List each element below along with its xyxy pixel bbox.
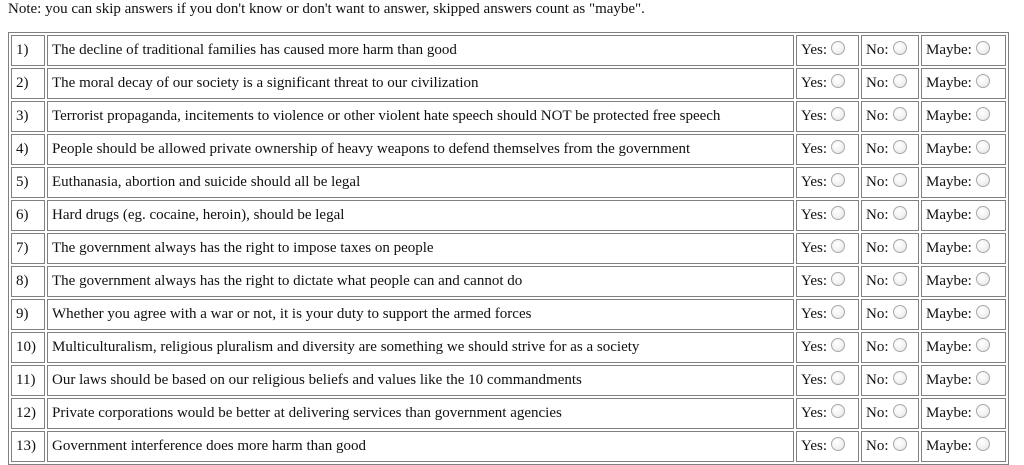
maybe-radio[interactable] <box>976 338 990 352</box>
maybe-cell <box>921 233 1006 264</box>
maybe-radio[interactable] <box>976 305 990 319</box>
question-statement: The moral decay of our society is a significant threat to our civilization <box>47 68 794 99</box>
question-row <box>11 35 1006 66</box>
yes-label: Yes: <box>801 339 827 355</box>
questionnaire-table <box>8 32 1009 465</box>
yes-label: Yes: <box>801 207 827 223</box>
yes-radio[interactable] <box>831 371 845 385</box>
question-statement: Government interference does more harm than good <box>47 431 794 462</box>
question-statement: Hard drugs (eg. cocaine, heroin), should be legal <box>47 200 794 231</box>
maybe-radio[interactable] <box>976 140 990 154</box>
no-cell <box>861 68 919 99</box>
question-number: 12) <box>11 398 45 429</box>
maybe-cell <box>921 200 1006 231</box>
no-label: No: <box>866 405 889 421</box>
yes-radio[interactable] <box>831 338 845 352</box>
yes-label: Yes: <box>801 42 827 58</box>
yes-label: Yes: <box>801 273 827 289</box>
maybe-radio[interactable] <box>976 272 990 286</box>
no-radio[interactable] <box>893 338 907 352</box>
yes-radio[interactable] <box>831 437 845 451</box>
no-label: No: <box>866 75 889 91</box>
yes-radio[interactable] <box>831 107 845 121</box>
yes-radio[interactable] <box>831 305 845 319</box>
question-row <box>11 101 1006 132</box>
yes-cell <box>796 332 859 363</box>
maybe-radio[interactable] <box>976 437 990 451</box>
no-cell <box>861 101 919 132</box>
maybe-cell <box>921 299 1006 330</box>
no-radio[interactable] <box>893 173 907 187</box>
yes-radio[interactable] <box>831 140 845 154</box>
question-number: 3) <box>11 101 45 132</box>
maybe-cell <box>921 431 1006 462</box>
question-number: 7) <box>11 233 45 264</box>
question-row <box>11 134 1006 165</box>
maybe-cell <box>921 68 1006 99</box>
no-label: No: <box>866 273 889 289</box>
no-cell <box>861 398 919 429</box>
maybe-radio[interactable] <box>976 173 990 187</box>
question-number: 1) <box>11 35 45 66</box>
maybe-radio[interactable] <box>976 371 990 385</box>
no-cell <box>861 299 919 330</box>
yes-radio[interactable] <box>831 41 845 55</box>
maybe-cell <box>921 266 1006 297</box>
question-row <box>11 332 1006 363</box>
question-number: 5) <box>11 167 45 198</box>
question-number: 9) <box>11 299 45 330</box>
question-number: 2) <box>11 68 45 99</box>
yes-radio[interactable] <box>831 173 845 187</box>
maybe-radio[interactable] <box>976 107 990 121</box>
maybe-cell <box>921 332 1006 363</box>
question-row <box>11 431 1006 462</box>
no-cell <box>861 35 919 66</box>
question-statement: The government always has the right to dictate what people can and cannot do <box>47 266 794 297</box>
questionnaire-body <box>11 35 1006 462</box>
yes-cell <box>796 266 859 297</box>
question-statement: People should be allowed private ownership of heavy weapons to defend themselves from the government <box>47 134 794 165</box>
maybe-label: Maybe: <box>926 240 972 256</box>
question-number: 6) <box>11 200 45 231</box>
question-number: 13) <box>11 431 45 462</box>
maybe-radio[interactable] <box>976 404 990 418</box>
no-cell <box>861 365 919 396</box>
yes-label: Yes: <box>801 372 827 388</box>
maybe-cell <box>921 365 1006 396</box>
maybe-cell <box>921 101 1006 132</box>
yes-cell <box>796 431 859 462</box>
question-row <box>11 266 1006 297</box>
no-cell <box>861 431 919 462</box>
question-number: 8) <box>11 266 45 297</box>
no-label: No: <box>866 42 889 58</box>
maybe-radio[interactable] <box>976 206 990 220</box>
no-label: No: <box>866 339 889 355</box>
question-statement: Euthanasia, abortion and suicide should all be legal <box>47 167 794 198</box>
yes-label: Yes: <box>801 306 827 322</box>
no-radio[interactable] <box>893 371 907 385</box>
maybe-label: Maybe: <box>926 108 972 124</box>
maybe-label: Maybe: <box>926 306 972 322</box>
no-radio[interactable] <box>893 239 907 253</box>
yes-label: Yes: <box>801 438 827 454</box>
no-label: No: <box>866 438 889 454</box>
yes-cell <box>796 134 859 165</box>
no-cell <box>861 167 919 198</box>
question-statement: Multiculturalism, religious pluralism and diversity are something we should strive for as a society <box>47 332 794 363</box>
no-radio[interactable] <box>893 74 907 88</box>
yes-cell <box>796 365 859 396</box>
no-radio[interactable] <box>893 206 907 220</box>
no-label: No: <box>866 174 889 190</box>
no-radio[interactable] <box>893 140 907 154</box>
yes-cell <box>796 35 859 66</box>
maybe-cell <box>921 134 1006 165</box>
yes-cell <box>796 200 859 231</box>
question-row <box>11 233 1006 264</box>
no-radio[interactable] <box>893 41 907 55</box>
question-row <box>11 299 1006 330</box>
maybe-label: Maybe: <box>926 75 972 91</box>
maybe-label: Maybe: <box>926 273 972 289</box>
maybe-radio[interactable] <box>976 41 990 55</box>
question-row <box>11 200 1006 231</box>
maybe-label: Maybe: <box>926 438 972 454</box>
no-label: No: <box>866 141 889 157</box>
no-cell <box>861 134 919 165</box>
maybe-label: Maybe: <box>926 207 972 223</box>
maybe-radio[interactable] <box>976 239 990 253</box>
no-cell <box>861 332 919 363</box>
question-statement: Whether you agree with a war or not, it is your duty to support the armed forces <box>47 299 794 330</box>
maybe-label: Maybe: <box>926 372 972 388</box>
question-statement: The government always has the right to impose taxes on people <box>47 233 794 264</box>
question-statement: Private corporations would be better at delivering services than government agencies <box>47 398 794 429</box>
yes-label: Yes: <box>801 141 827 157</box>
maybe-label: Maybe: <box>926 339 972 355</box>
yes-label: Yes: <box>801 108 827 124</box>
yes-cell <box>796 167 859 198</box>
maybe-label: Maybe: <box>926 42 972 58</box>
no-cell <box>861 266 919 297</box>
no-label: No: <box>866 240 889 256</box>
yes-radio[interactable] <box>831 239 845 253</box>
no-radio[interactable] <box>893 272 907 286</box>
yes-radio[interactable] <box>831 272 845 286</box>
yes-cell <box>796 233 859 264</box>
no-label: No: <box>866 372 889 388</box>
yes-label: Yes: <box>801 240 827 256</box>
maybe-cell <box>921 167 1006 198</box>
question-statement: Terrorist propaganda, incitements to violence or other violent hate speech should NOT be protected free speech <box>47 101 794 132</box>
no-radio[interactable] <box>893 107 907 121</box>
no-radio[interactable] <box>893 305 907 319</box>
no-label: No: <box>866 306 889 322</box>
maybe-label: Maybe: <box>926 174 972 190</box>
question-statement: Our laws should be based on our religious beliefs and values like the 10 commandments <box>47 365 794 396</box>
yes-label: Yes: <box>801 75 827 91</box>
yes-label: Yes: <box>801 174 827 190</box>
question-row <box>11 167 1006 198</box>
no-radio[interactable] <box>893 437 907 451</box>
yes-radio[interactable] <box>831 74 845 88</box>
yes-radio[interactable] <box>831 404 845 418</box>
yes-cell <box>796 101 859 132</box>
maybe-cell <box>921 398 1006 429</box>
maybe-radio[interactable] <box>976 74 990 88</box>
yes-radio[interactable] <box>831 206 845 220</box>
maybe-label: Maybe: <box>926 405 972 421</box>
yes-label: Yes: <box>801 405 827 421</box>
question-row <box>11 365 1006 396</box>
no-label: No: <box>866 207 889 223</box>
no-cell <box>861 233 919 264</box>
question-row <box>11 398 1006 429</box>
yes-cell <box>796 299 859 330</box>
yes-cell <box>796 68 859 99</box>
maybe-label: Maybe: <box>926 141 972 157</box>
question-number: 11) <box>11 365 45 396</box>
yes-cell <box>796 398 859 429</box>
maybe-cell <box>921 35 1006 66</box>
question-row <box>11 68 1006 99</box>
question-statement: The decline of traditional families has caused more harm than good <box>47 35 794 66</box>
no-cell <box>861 200 919 231</box>
instructions-note: Note: you can skip answers if you don't know or don't want to answer, skipped answers count as "maybe". <box>8 1 645 17</box>
question-number: 10) <box>11 332 45 363</box>
no-label: No: <box>866 108 889 124</box>
no-radio[interactable] <box>893 404 907 418</box>
question-number: 4) <box>11 134 45 165</box>
